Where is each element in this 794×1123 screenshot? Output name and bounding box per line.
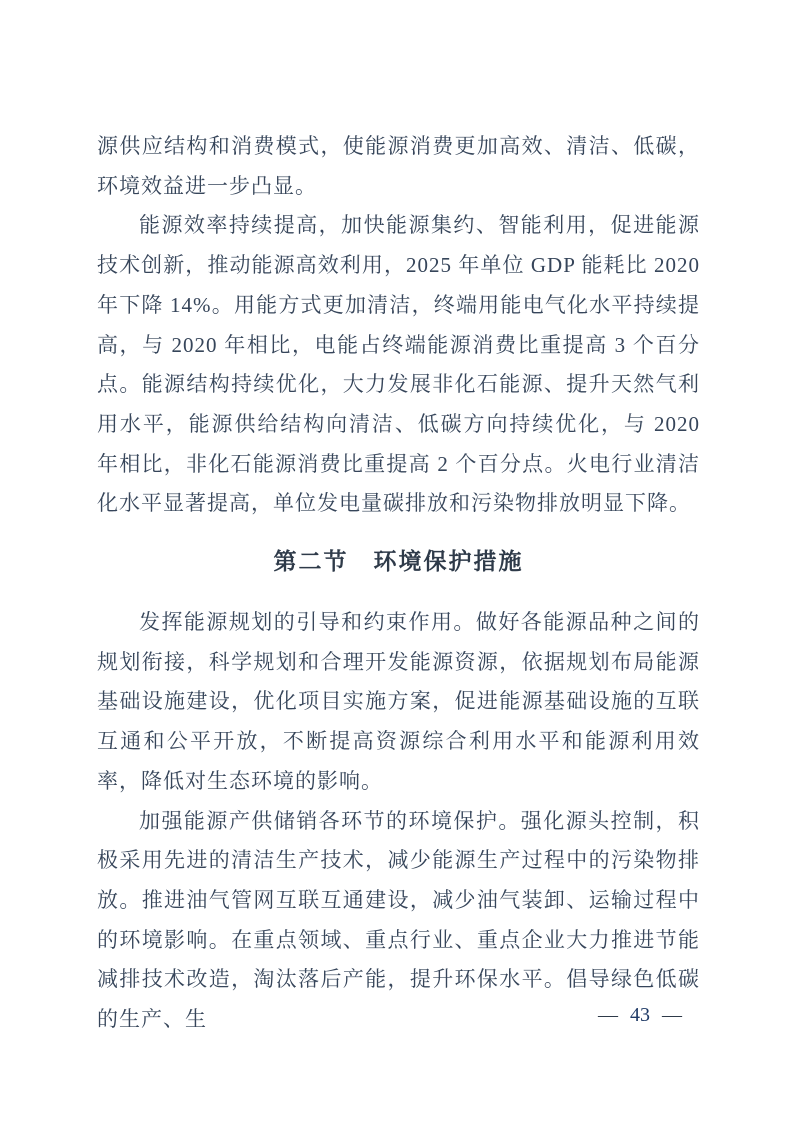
paragraph-energy-efficiency: 能源效率持续提高，加快能源集约、智能利用，促进能源技术创新，推动能源高效利用，2025 年单位 GDP 能耗比 2020 年下降 14%。用能方式更加清洁，终端用能电气化水平持续提高，与 2020 年相比，电能占终端能源消费比重提高 3 个百分点。能源结构持续优化，大力发展非化石能源、提升天然气利用水平，能源供给结构向清洁、低碳方向持续优化，与 2020 年相比，非化石能源消费比重提高 2 个百分点。火电行业清洁化水平显著提高，单位发电量碳排放和污染物排放明显下降。 bbox=[97, 213, 700, 516]
footer-left-dash: — bbox=[598, 1004, 618, 1026]
page-number: 43 bbox=[630, 1004, 650, 1026]
paragraph-environment-protection: 加强能源产供储销各环节的环境保护。强化源头控制，积极采用先进的清洁生产技术，减少能源生产过程中的污染物排放。推进油气管网互联互通建设，减少油气装卸、运输过程中的环境影响。在重点领域、重点行业、重点企业大力推进节能减排技术改造，淘汰落后产能，提升环保水平。倡导绿色低碳的生产、生 bbox=[97, 808, 700, 1032]
paragraph-energy-planning: 发挥能源规划的引导和约束作用。做好各能源品种之间的规划衔接，科学规划和合理开发能源资源，依据规划布局能源基础设施建设，优化项目实施方案，促进能源基础设施的互联互通和公平开放，不断提高资源综合利用水平和能源利用效率，降低对生态环境的影响。 bbox=[97, 610, 700, 793]
page-footer bbox=[598, 1002, 682, 1028]
paragraph-continuation: 源供应结构和消费模式，使能源消费更加高效、清洁、低碳，环境效益进一步凸显。 bbox=[97, 134, 700, 198]
footer-right-dash: — bbox=[662, 1004, 682, 1026]
section-heading: 第二节 环境保护措施 bbox=[273, 548, 524, 575]
page-body bbox=[97, 127, 700, 1040]
